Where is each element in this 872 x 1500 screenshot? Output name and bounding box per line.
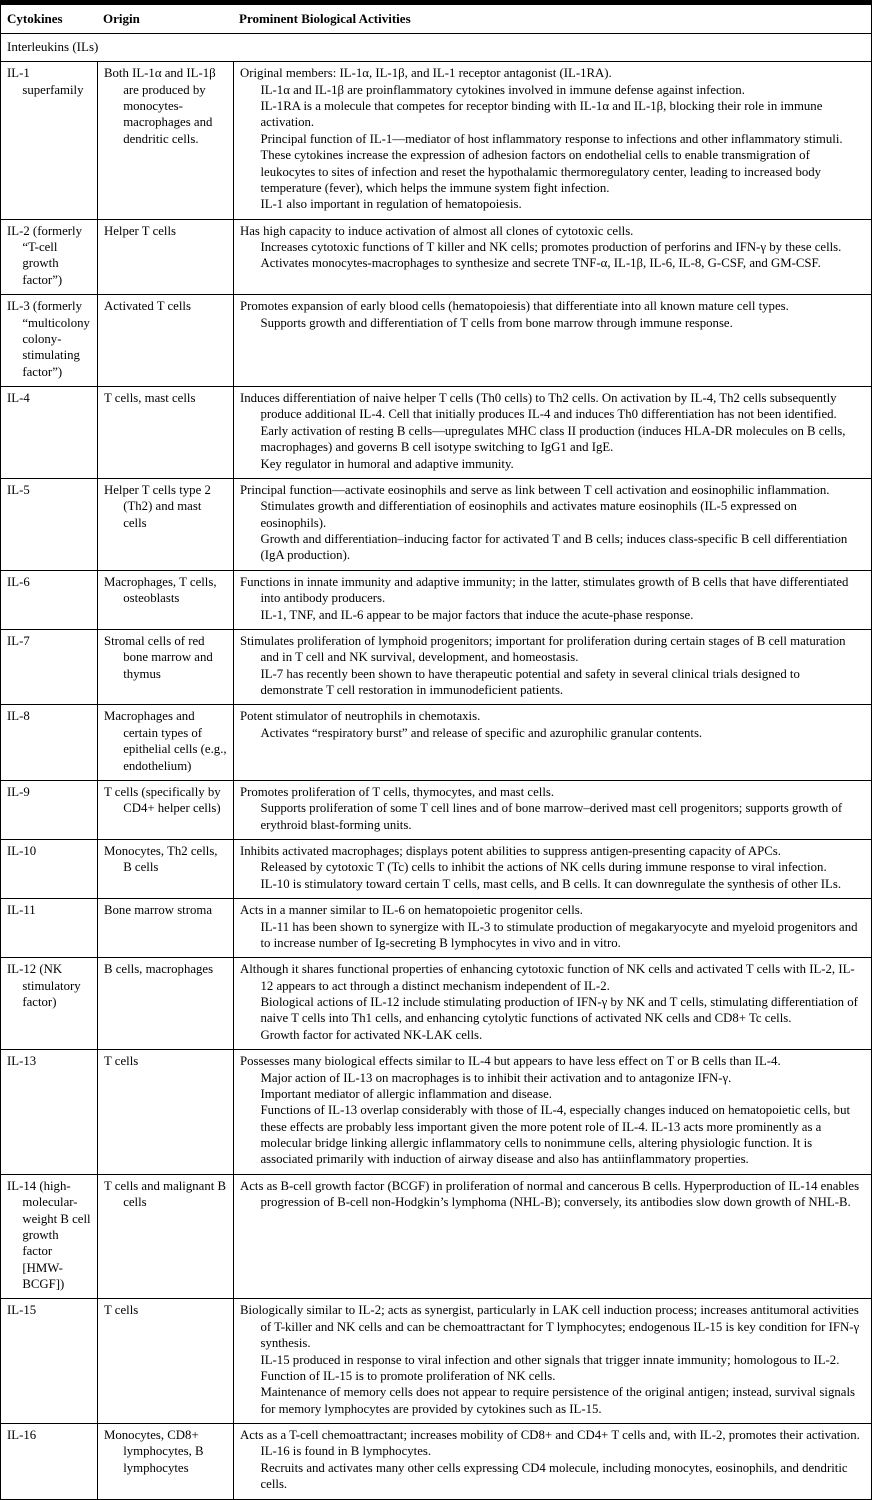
cytokine-name: IL-6 [7,574,30,589]
table-row [1,1424,871,1499]
activity-paragraph: Has high capacity to induce activation of almost all clones of cytotoxic cells. [240,223,634,238]
activity-paragraph: IL-1RA is a molecule that competes for receptor binding with IL-1α and IL-1β, blocking their role in immune activation. [260,99,823,130]
table-row [1,781,871,840]
table-header-row [1,5,871,34]
origin-cell [97,705,233,780]
activity-paragraph: Biologically similar to IL-2; acts as synergist, particularly in LAK cell induction process; increases antitumoral activities of T-killer and NK cells and can be chemoattractant for T lymphocytes; endogenous IL-15 is key condition for IFN-γ synthesis. [240,1303,860,1351]
origin-cell [97,571,233,629]
origin-text: Bone marrow stroma [104,903,213,918]
origin-text: T cells, mast cells [104,391,196,405]
activity-paragraph: Early activation of resting B cells—upregulates MHC class II production (induces HLA-DR molecules on B cells, macrophages) and governs B cell isotype switching to IgG1 and IgE. [260,423,846,455]
origin-cell [97,295,233,386]
activity-paragraph: Increases cytotoxic functions of T killer and NK cells; promotes production of perforins and IFN-γ by these cells. [260,240,842,254]
table-row [1,958,871,1050]
origin-text: Both IL-1α and IL-1β are produced by monocytes-macrophages and dendritic cells. [104,66,216,146]
origin-text: T cells and malignant B cells [104,1178,227,1210]
origin-cell [97,387,233,478]
cytokine-name: IL-10 [7,844,37,858]
activity-paragraph: Supports proliferation of some T cell lines and of bone marrow–derived mast cell progenitors; supports growth of erythroid blast-forming units. [260,801,843,832]
table-row [1,1299,871,1424]
activities-cell [233,840,871,898]
origin-text: Macrophages and certain types of epithelial cells (e.g., endothelium) [104,709,227,773]
origin-cell [97,62,233,218]
activity-paragraph: These cytokines increase the expression of adhesion factors on endothelial cells to enable transmigration of leukocytes to sites of infection and reset the hypothalamic thermoregulatory center, leading to increased body temperature (fever), which helps the immune system fight infection. [260,148,822,195]
cytokine-cell [1,958,97,1049]
table-row [1,1050,871,1175]
cytokine-cell [1,571,97,629]
origin-cell [97,1299,233,1423]
cytokine-name: IL-1 superfamily [7,66,84,97]
activity-paragraph: Stimulates growth and differentiation of eosinophils and activates mature eosinophils (IL-5 expressed on eosinophils). [260,499,797,530]
origin-cell [97,1175,233,1299]
cytokine-cell [1,630,97,705]
cytokine-cell [1,1050,97,1174]
table-row [1,295,871,387]
activities-cell [233,62,871,218]
table-row [1,630,871,706]
cytokine-cell [1,840,97,898]
table-row [1,705,871,781]
cytokine-cell [1,899,97,957]
activity-paragraph: Acts as B-cell growth factor (BCGF) in proliferation of normal and cancerous B cells. Hyperproduction of IL-14 enables progression of B-cell non-Hodgkin’s lymphoma (NHL-B); conversely, its antibodies slow down growth of NHL-B. [240,1178,860,1210]
cytokine-cell [1,1175,97,1299]
origin-cell [97,958,233,1049]
activities-cell [233,479,871,570]
origin-text: Helper T cells [104,223,177,238]
activities-cell [233,1050,871,1174]
origin-cell [97,899,233,957]
cytokine-cell [1,1424,97,1499]
activity-paragraph: Promotes expansion of early blood cells (hematopoiesis) that differentiate into all known mature cell types. [240,299,789,314]
activities-cell [233,1424,871,1499]
cytokine-cell [1,705,97,780]
activity-paragraph: IL-11 has been shown to synergize with IL-3 to stimulate production of megakaryocyte and myeloid progenitors and to increase number of Ig-secreting B lymphocytes in vivo and in vitro. [260,919,858,950]
cytokine-name: IL-3 (formerly “multicolony colony-stimulating factor”) [7,299,90,379]
origin-text: Helper T cells type 2 (Th2) and mast cells [104,482,211,530]
cytokine-name: IL-5 [7,482,30,497]
table-row [1,220,871,296]
activity-paragraph: Released by cytotoxic T (Tc) cells to inhibit the actions of NK cells during immune response to viral infection. [260,860,827,875]
activity-paragraph: Important mediator of allergic inflammation and disease. [260,1086,552,1101]
activity-paragraph: IL-1 also important in regulation of hematopoiesis. [260,197,522,212]
origin-text: T cells (specifically by CD4+ helper cells) [104,784,221,816]
activity-paragraph: Growth and differentiation–inducing factor for activated T and B cells; induces class-specific B cell differentiation (IgA production). [260,532,848,563]
origin-text: Monocytes, CD8+ lymphocytes, B lymphocytes [104,1428,204,1475]
cytokine-cell [1,781,97,839]
activity-paragraph: IL-10 is stimulatory toward certain T cells, mast cells, and B cells. It can downregulate the synthesis of other ILs. [260,876,842,891]
activities-cell [233,571,871,629]
table-row [1,387,871,479]
activities-cell [233,958,871,1049]
origin-cell [97,1050,233,1174]
cytokine-cell [1,1299,97,1423]
activity-paragraph: IL-1α and IL-1β are proinflammatory cytokines involved in immune defense against infection. [260,82,745,97]
origin-text: T cells [104,1054,139,1069]
activities-cell [233,630,871,705]
cytokine-name: IL-13 [7,1054,37,1069]
cytokine-cell [1,387,97,478]
activity-paragraph: Acts as a T-cell chemoattractant; increases mobility of CD8+ and CD4+ T cells and, with IL-2, promotes their activation. IL-16 is found in B lymphocytes. [240,1428,860,1459]
table-row [1,1175,871,1300]
cytokine-name: IL-15 [7,1303,37,1318]
origin-cell [97,781,233,839]
table-row [1,479,871,571]
table-row [1,899,871,958]
activity-paragraph: Functions in innate immunity and adaptive immunity; in the latter, stimulates growth of B cells that have differentiated into antibody producers. [240,574,849,606]
activity-paragraph: Biological actions of IL-12 include stimulating production of IFN-γ by NK and T cells, stimulating differentiation of naive T cells into Th1 cells, and enhancing cytolytic functions of activated NK cells and CD8+ Tc cells. [260,995,858,1026]
origin-text: Stromal cells of red bone marrow and thymus [104,633,213,681]
activity-paragraph: Activates “respiratory burst” and release of specific and azurophilic granular contents. [260,725,703,740]
activities-cell [233,220,871,295]
activities-cell [233,295,871,386]
activity-paragraph: Major action of IL-13 on macrophages is to inhibit their activation and to antagonize IFN-γ. [260,1070,732,1085]
cytokine-cell [1,295,97,386]
activity-paragraph: Functions of IL-13 overlap considerably with those of IL-4, especially changes induced on hematopoietic cells, but these effects are probably less important given the more potent role of IL-4. IL-13 acts more prominently as a molecular bridge linking allergic inflammatory cells to nonimmune cells, altering physiologic function. It is associated primarily with induction of airway disease and also has antiinflammatory properties. [260,1103,851,1167]
activity-paragraph: Growth factor for activated NK-LAK cells. [260,1027,483,1042]
cytokine-cell [1,479,97,570]
activities-cell [233,705,871,780]
activities-cell [233,781,871,839]
table-row [1,571,871,630]
activity-paragraph: Induces differentiation of naive helper T cells (Th0 cells) to Th2 cells. On activation by IL-4, Th2 cells subsequently produce additional IL-4. Cell that initially produces IL-4 and induces Th0 differentiation has not been identified. [240,391,837,422]
activity-paragraph: Although it shares functional properties of enhancing cytotoxic function of NK cells and activated T cells with IL-2, IL-12 appears to act through a distinct mechanism independent of IL-2. [240,962,855,993]
origin-cell [97,630,233,705]
column-header-activities: Prominent Biological Activities [239,11,411,26]
cytokine-cell [1,62,97,218]
activity-paragraph: Activates monocytes-macrophages to synthesize and secrete TNF-α, IL-1β, IL-6, IL-8, G-CSF, and GM-CSF. [260,256,821,271]
activity-paragraph: Key regulator in humoral and adaptive immunity. [260,456,514,471]
activity-paragraph: Potent stimulator of neutrophils in chemotaxis. [240,709,481,724]
origin-cell [97,479,233,570]
cytokine-name: IL-14 (high-molecular-weight B cell growth factor [HMW-BCGF]) [7,1178,91,1291]
activities-cell [233,1299,871,1423]
activity-paragraph: Principal function—activate eosinophils and serve as link between T cell activation and eosinophilic inflammation. [240,482,830,497]
activity-paragraph: Recruits and activates many other cells expressing CD4 molecule, including monocytes, eosinophils, and dendritic cells. [260,1460,848,1492]
origin-text: B cells, macrophages [104,962,214,977]
origin-cell [97,840,233,898]
section-header-interleukins: Interleukins (ILs) [1,34,871,63]
activity-paragraph: Maintenance of memory cells does not appear to require persistence of the original antigen; instead, survival signals for memory lymphocytes are provided by cytokines such as IL-15. [260,1385,855,1416]
column-header-cytokines: Cytokines [7,11,63,26]
activity-paragraph: Promotes proliferation of T cells, thymocytes, and mast cells. [240,784,555,799]
cytokine-name: IL-4 [7,391,30,405]
origin-cell [97,1424,233,1499]
activity-paragraph: Inhibits activated macrophages; displays potent abilities to suppress antigen-presenting capacity of APCs. [240,844,781,858]
table-row [1,62,871,219]
origin-text: T cells [104,1303,139,1318]
activity-paragraph: IL-1, TNF, and IL-6 appear to be major factors that induce the acute-phase response. [260,607,694,622]
activity-paragraph: Acts in a manner similar to IL-6 on hematopoietic progenitor cells. [240,903,583,918]
column-header-origin: Origin [103,11,140,26]
activities-cell [233,899,871,957]
origin-text: Monocytes, Th2 cells, B cells [104,844,218,875]
origin-text: Macrophages, T cells, osteoblasts [104,574,217,606]
table-body [1,62,871,1498]
activity-paragraph: IL-7 has recently been shown to have therapeutic potential and safety in several clinical trials designed to demonstrate T cell restoration in immunodeficient patients. [260,666,800,697]
activity-paragraph: Principal function of IL-1—mediator of host inflammatory response to infections and other inflammatory stimuli. [260,131,843,146]
activity-paragraph: Stimulates proliferation of lymphoid progenitors; important for proliferation during certain stages of B cell maturation and in T cell and NK survival, development, and homeostasis. [240,633,846,665]
cytokine-name: IL-11 [7,903,36,918]
table-row [1,840,871,899]
cytokine-name: IL-2 (formerly “T-cell growth factor”) [7,223,82,287]
activity-paragraph: IL-15 produced in response to viral infection and other signals that trigger innate immunity; homologous to IL-2. Function of IL-15 is to promote proliferation of NK cells. [260,1352,840,1383]
activity-paragraph: Supports growth and differentiation of T cells from bone marrow through immune response. [260,315,733,330]
activity-paragraph: Original members: IL-1α, IL-1β, and IL-1 receptor antagonist (IL-1RA). [240,66,612,81]
cytokine-cell [1,220,97,295]
origin-cell [97,220,233,295]
activities-cell [233,387,871,478]
cytokine-name: IL-16 [7,1428,37,1442]
activity-paragraph: Possesses many biological effects similar to IL-4 but appears to have less effect on T or B cells than IL-4. [240,1054,781,1069]
cytokine-name: IL-12 (NK stimulatory factor) [7,962,81,1009]
cytokine-name: IL-8 [7,709,30,724]
activities-cell [233,1175,871,1299]
cytokine-name: IL-7 [7,633,30,648]
origin-text: Activated T cells [104,299,191,314]
cytokine-name: IL-9 [7,784,30,799]
